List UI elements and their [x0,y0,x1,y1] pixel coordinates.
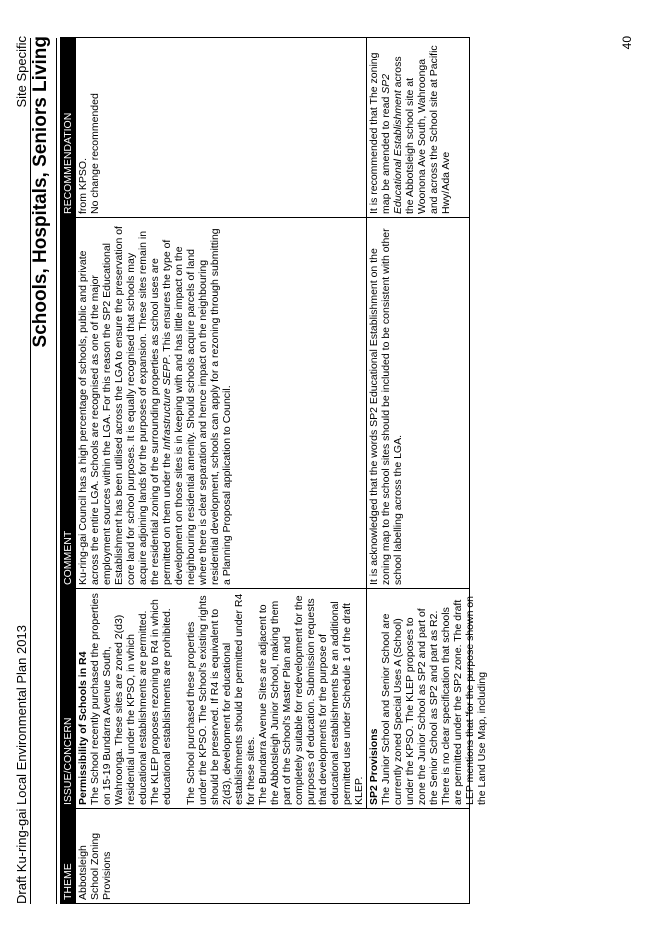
document-title: Draft Ku-ring-gai Local Environmental Plan 2013 [14,625,29,904]
recommendation-carry: from KPSO. [77,157,89,214]
comment-text: Ku-ring-gai Council has a high percentage of schools, public and private across the entire LGA. Schools are recognised as one of the major employment sources within the LGA. For this reason the SP2 Educational Establishment has been utilised across the LGA to ensure the preservation of core land for school purposes. It is equally recognised that schools may acquire adjoining lands for the purposes of expansion. These sites remain in the residential zoning of the surrounding properties as school uses are permitted on them under the [77,226,173,585]
column-header-issue: ISSUE/CONCERN [61,589,76,809]
comment-cell [76,218,367,589]
section-title: Schools, Hospitals, Seniors Living [30,36,51,348]
table-row [367,38,470,904]
submissions-table [60,37,488,904]
column-header-comment: COMMENT [61,218,76,589]
recommendation-text: It is recommended that The zoning map be amended to read [368,52,392,214]
paragraph-gap [173,592,185,805]
theme-text: Abbotsleigh School Zoning Provisions [77,832,113,900]
recommendation-cell [76,38,367,218]
comment-cell [367,218,470,589]
issue-cell [367,589,488,809]
recommendation-cell [367,38,470,218]
column-header-theme: THEME [61,809,76,904]
issue-title: SP2 Provisions [368,728,380,805]
table-row [76,38,367,904]
column-header-recommendation: RECOMMENDATION [61,38,76,218]
recommendation-text: No change recommended [89,93,101,214]
header-rule-2 [56,38,57,904]
issue-cell [76,589,367,809]
issue-title: Permissibility of Schools in R4 [77,651,89,805]
comment-text: . This ensures the type of development on those sites is in keeping with and has little impact on the neighbouring residential amenity. Should schools acquire parcels of land where there is clear separation and hence impact on the neighbouring residential development, schools can apply for a rezoning through submitting a Planning Proposal application to Council. [161,228,233,585]
comment-italic: Infrastructure SEPP [161,357,173,451]
issue-paragraph: The Bundarra Avenue Sites are adjacent to the Abbotsleigh Junior School, making them part of the School's Master Plan and completely suitable for redevelopment for the purposes of education. Submission requests that developments for the purpose of educational establishments be an additional permitted use under Schedule 1 of the draft KLEP. [257,595,365,805]
issue-paragraph: The Junior School and Senior School are currently zoned Special Uses A (School) under the KPSO. The KLEP proposes to zone the Junior School as SP2 and part of the Senior School as SP2 and part as R2. There is no clear specification that schools are permitted under the SP2 zone. The draft LEP mentions that 'for the purpose shown on the Land Use Map, including [380,595,488,805]
issue-paragraph: The School recently purchased the properties on 15-19 Bundarra Avenue South, Wahroonga. These sites are zoned 2(d3) residential under the KPSO, in which educational establishments are permitted. The KLEP proposes rezoning to R4 in which educational establishments are prohibited. [89,593,173,805]
table-header-row [61,38,76,904]
issue-paragraph: The School purchased these properties under the KPSO. The School's existing rights should be preserved. If R4 is equivalent to 2(d3), development for educational establishments should be permitted under R4 for these sites. [185,593,257,805]
recommendation-text: across the Abbotsleigh school site at Woonona Ave South, Wahroonga and across the School site at Pacific Hwy/Ada Ave [392,45,452,214]
section-label: Site Specific [14,36,29,108]
comment-text: It is acknowledged that the words SP2 Educational Establishment on the zoning map to the school sites should be included to be consistent with other school labelling across the LGA. [368,228,404,585]
recommendation-italic: SP2 Educational Establishment [380,73,404,214]
theme-cell [76,809,470,904]
page-number: 40 [620,36,634,50]
